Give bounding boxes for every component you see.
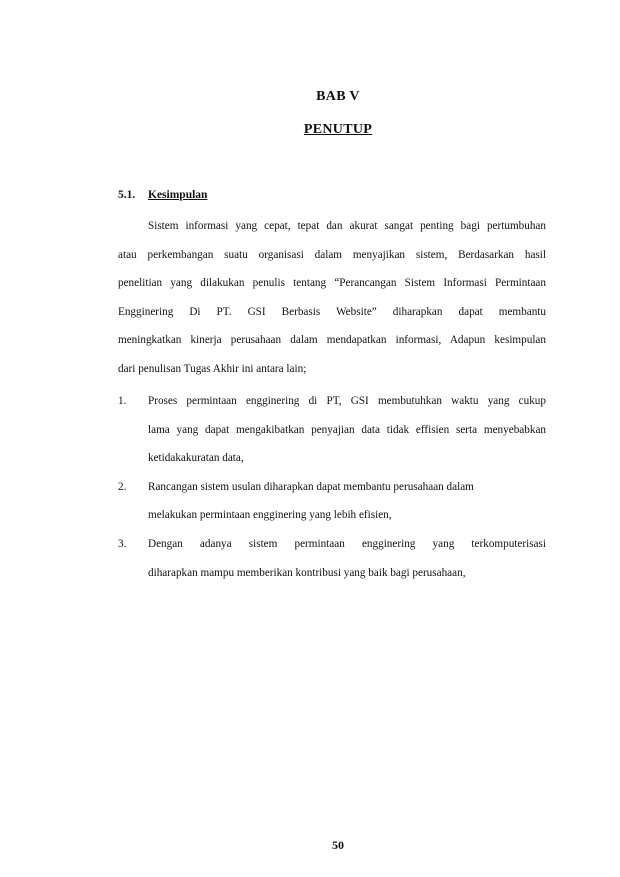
list-item-line: lama yang dapat mengakibatkan penyajian data tidak effisien serta menyebabkan <box>148 423 546 436</box>
paragraph-line: dari penulisan Tugas Akhir ini antara lain; <box>118 362 307 375</box>
list-item-line: melakukan permintaan engginering yang lebih efisien, <box>148 509 392 522</box>
section-heading <box>118 189 207 201</box>
paragraph-line: Engginering Di PT. GSI Berbasis Website” diharapkan dapat membantu <box>118 305 546 318</box>
section-number: 5.1. <box>118 189 136 201</box>
page-number: 50 <box>332 838 344 852</box>
paragraph-line: meningkatkan kinerja perusahaan dalam mendapatkan informasi, Adapun kesimpulan <box>118 334 546 347</box>
paragraph-line: atau perkembangan suatu organisasi dalam menyajikan sistem, Berdasarkan hasil <box>118 248 546 261</box>
list-marker: 2. <box>118 480 127 493</box>
paragraph-line: penelitian yang dilakukan penulis tentang “Perancangan Sistem Informasi Permintaan <box>118 277 546 290</box>
chapter-title: PENUTUP <box>303 122 373 137</box>
list-item-line: Proses permintaan engginering di PT, GSI membutuhkan waktu yang cukup <box>148 395 546 407</box>
list-item-line: Rancangan sistem usulan diharapkan dapat membantu perusahaan dalam <box>148 480 474 493</box>
list-marker: 1. <box>118 395 127 407</box>
paragraph-line: Sistem informasi yang cepat, tepat dan akurat sangat penting bagi pertumbuhan <box>148 220 546 232</box>
list-marker: 3. <box>118 537 127 550</box>
list-item <box>118 387 546 473</box>
list-item-line: Dengan adanya sistem permintaan engginering yang terkomputerisasi <box>148 537 546 550</box>
list-item-line: ketidakakuratan data, <box>148 452 244 465</box>
conclusion-list <box>118 387 546 587</box>
list-item-line: diharapkan mampu memberikan kontribusi yang baik bagi perusahaan, <box>148 566 466 579</box>
section-title: Kesimpulan <box>148 189 208 201</box>
chapter-number: BAB V <box>316 89 360 104</box>
intro-paragraph <box>118 212 546 384</box>
list-item <box>118 473 546 530</box>
list-item <box>118 530 546 587</box>
